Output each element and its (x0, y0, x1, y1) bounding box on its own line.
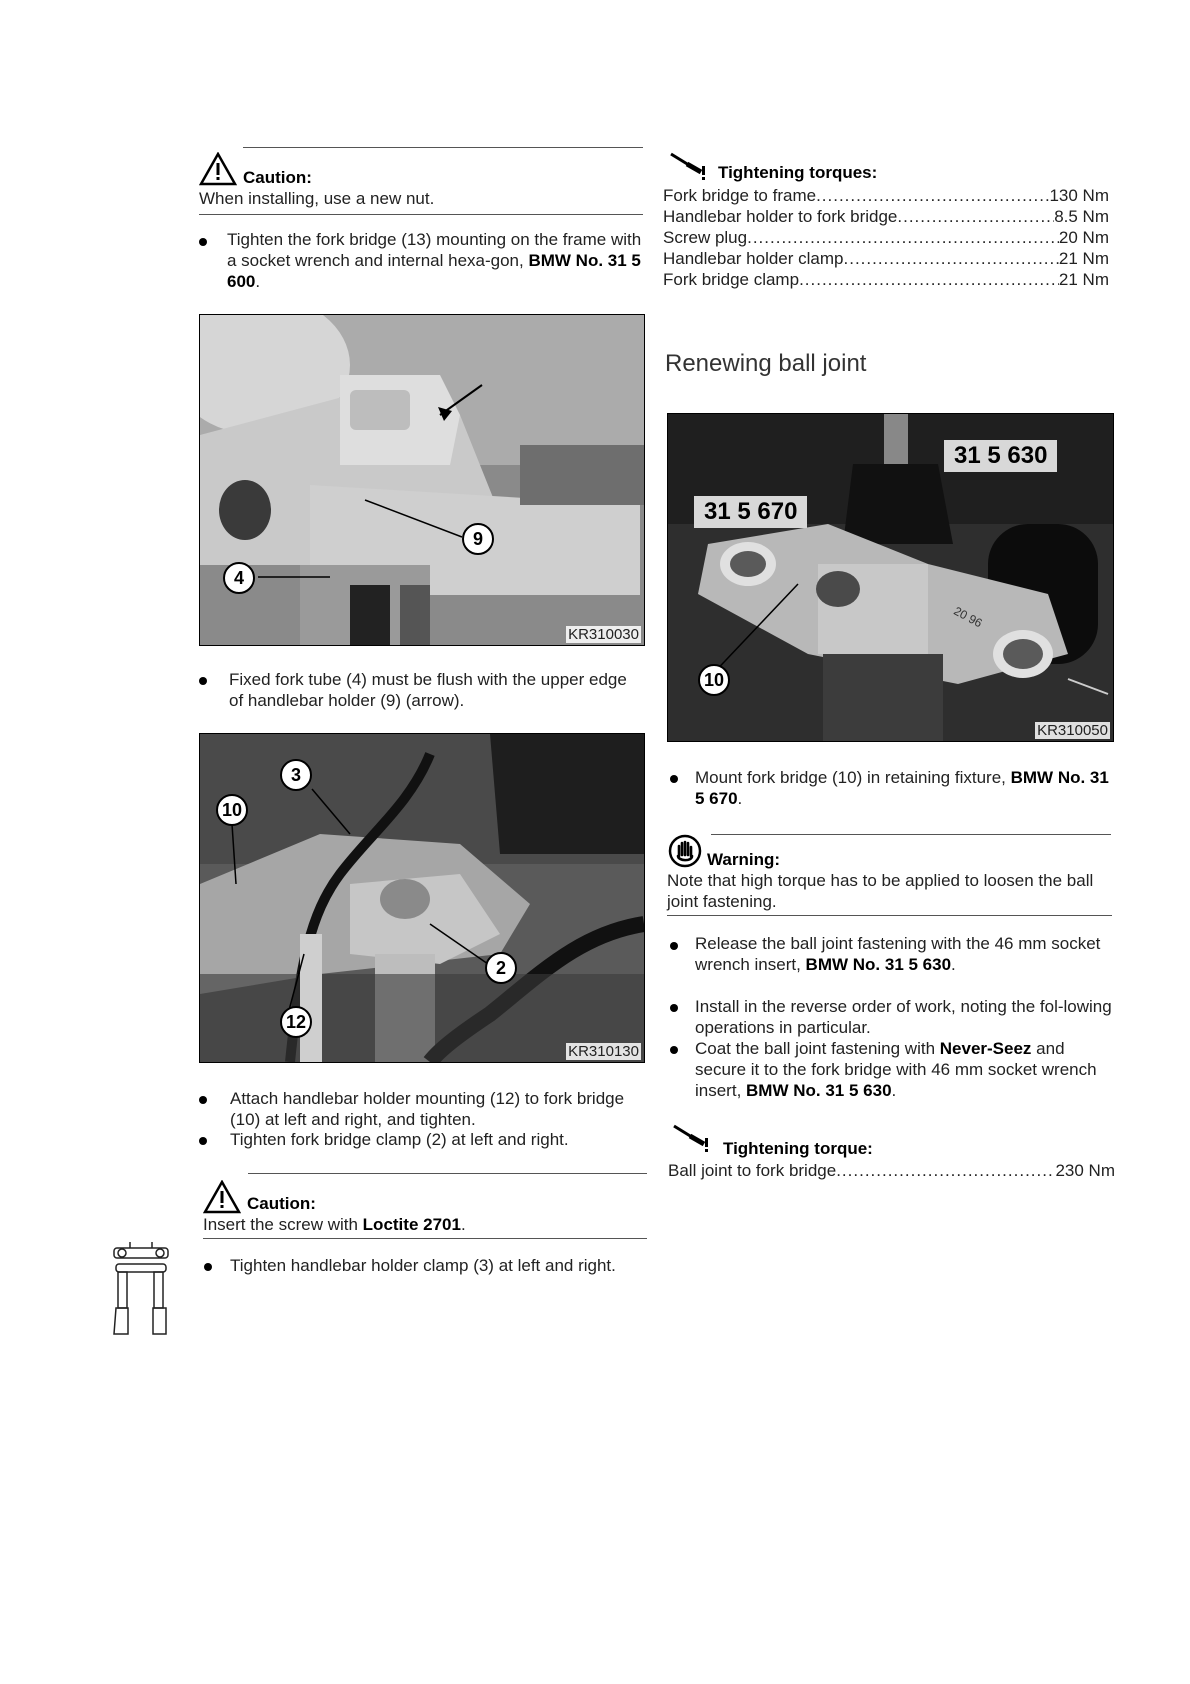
torque-wrench-icon (669, 152, 711, 182)
callout-10: 10 (698, 664, 730, 696)
bullet (199, 238, 207, 246)
step-release-ball-joint: Release the ball joint fastening with the 46 mm socket wrench insert, BMW No. 31 5 630. (695, 934, 1101, 974)
caution-top-rule (248, 1173, 647, 1174)
torque-row: Ball joint to fork bridge ..... 230 Nm (668, 1160, 1115, 1181)
step-tighten-handlebar-clamp: Tighten handlebar holder clamp (3) at left and right. (230, 1256, 616, 1275)
step-tighten-fork-bridge: Tighten the fork bridge (13) mounting on the frame with a socket wrench and internal hexa-gon, BMW No. 31 5 600. (227, 230, 642, 291)
bullet (670, 942, 678, 950)
photo-handlebar-holder (200, 315, 644, 645)
step-install-reverse: Install in the reverse order of work, noting the fol-lowing operations in particular. (695, 997, 1112, 1037)
caution-text: When installing, use a new nut. (199, 189, 435, 208)
fork-thumbnail-icon (108, 1242, 174, 1337)
warning-top-rule (711, 834, 1111, 835)
step-coat-ball-joint: Coat the ball joint fastening with Never-Seez and secure it to the fork bridge with 46 mm socket wrench insert, BMW No. 31 5 630. (695, 1039, 1097, 1100)
bullet (199, 1096, 207, 1104)
torque-row: Screw plug ..... 20 Nm (663, 227, 1109, 248)
torque-wrench-icon (672, 1124, 714, 1154)
caution-bottom-rule (203, 1238, 647, 1239)
caution-text: Insert the screw with Loctite 2701. (203, 1215, 466, 1234)
torque-row: Fork bridge to frame ..... 130 Nm (663, 185, 1109, 206)
caution-bottom-rule (199, 214, 643, 215)
step-fork-tube-flush: Fixed fork tube (4) must be flush with the upper edge of handlebar holder (9) (arrow). (229, 670, 627, 710)
bullet (199, 1137, 207, 1145)
warning-bottom-rule (667, 915, 1112, 916)
tool-label-31-5-670: 31 5 670 (694, 496, 807, 528)
figure-code: KR310030 (568, 626, 639, 643)
step-attach-handlebar-holder: Attach handlebar holder mounting (12) to fork bridge (10) at left and right, and tighten. (230, 1089, 625, 1129)
callout-12: 12 (280, 1006, 312, 1038)
caution-top-rule (243, 147, 643, 148)
stamp-text: 20 96 (951, 603, 985, 631)
caution-title: Caution: (247, 1194, 316, 1213)
figure-code: KR310130 (568, 1043, 639, 1060)
torque-row: Handlebar holder to fork bridge ..... 8.5 Nm (663, 206, 1109, 227)
warning-text: Note that high torque has to be applied to loosen the ball joint fastening. (667, 871, 1094, 911)
photo-fork-bridge-clamp (200, 734, 644, 1062)
figure-code: KR310050 (1037, 722, 1108, 739)
callout-10: 10 (216, 794, 248, 826)
bullet (204, 1263, 212, 1271)
bullet (670, 1046, 678, 1054)
figure-handlebar-holder (199, 314, 645, 646)
caution-title: Caution: (243, 168, 312, 187)
step-mount-fork-bridge: Mount fork bridge (10) in retaining fixture, BMW No. 31 5 670. (695, 768, 1109, 808)
warning-hand-icon (668, 834, 702, 868)
torque-title: Tightening torque: (723, 1139, 873, 1158)
figure-fork-bridge-clamp (199, 733, 645, 1063)
caution-triangle-icon (203, 1180, 241, 1214)
figure-ball-joint-fixture (667, 413, 1114, 742)
torque-row: Handlebar holder clamp ..... 21 Nm (663, 248, 1109, 269)
callout-4: 4 (223, 562, 255, 594)
torque-row: Fork bridge clamp ..... 21 Nm (663, 269, 1109, 290)
caution-triangle-icon (199, 152, 237, 186)
torques-title: Tightening torques: (718, 163, 878, 182)
callout-3: 3 (280, 759, 312, 791)
bullet (199, 677, 207, 685)
bullet (670, 775, 678, 783)
section-title: Renewing ball joint (665, 350, 867, 377)
warning-title: Warning: (707, 850, 781, 869)
callout-9: 9 (462, 523, 494, 555)
callout-2: 2 (485, 952, 517, 984)
tool-label-31-5-630: 31 5 630 (944, 440, 1057, 472)
bullet (670, 1004, 678, 1012)
step-tighten-fork-bridge-clamp: Tighten fork bridge clamp (2) at left and right. (230, 1130, 569, 1149)
